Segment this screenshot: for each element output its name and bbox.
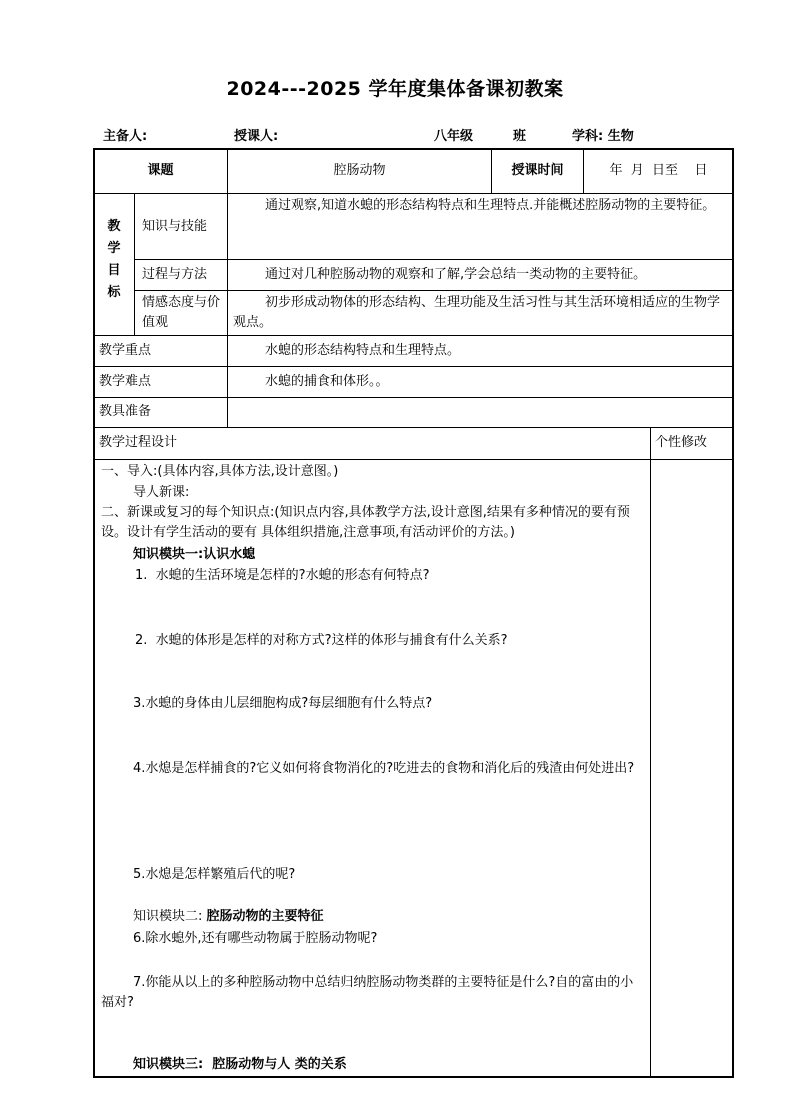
question-4: 4.水熄是怎样捕食的?它义如何将食物消化的?吃进去的食物和消化后的残渣由何处进出? — [133, 761, 635, 776]
objective-content-process: 通过对几种腔肠动物的观察和了解,学会总结一类动物的主要特征。 — [265, 267, 647, 282]
key-point-content: 水螅的形态结构特点和生理特点。 — [265, 343, 461, 358]
objective-label-knowledge: 知识与技能 — [142, 219, 208, 234]
topic-value: 腔肠动物 — [333, 163, 386, 178]
subject-label: 学科: 生物 — [572, 129, 634, 144]
module-two-heading — [133, 907, 324, 927]
lecturer-label: 授课人: — [234, 129, 279, 144]
topic-label: 课题 — [147, 163, 174, 178]
module-two-prefix: 知识模块二: — [133, 909, 207, 924]
class-label: 班 — [513, 129, 527, 144]
question-3: 3.水螅的身体由儿层细胞构成?每层细胞有什么特点? — [133, 696, 433, 711]
question-6: 6.除水螅外,还有哪些动物属于腔肠动物呢? — [133, 931, 378, 946]
time-value: 年 月 日至 日 — [609, 163, 708, 178]
question-5: 5.水熄是怎样繁殖后代的呢? — [133, 867, 296, 882]
module-one-title: 知识模块一:认识水螅 — [133, 547, 256, 562]
question-1: 1. 水螅的生活环境是怎样的?水螅的形态有何特点? — [135, 568, 430, 583]
module-three-title: 知识模块三: 腔肠动物与人 类的关系 — [133, 1057, 347, 1072]
objective-content-knowledge: 通过观察,知道水螅的形态结构特点和生理特点.并能概述腔肠动物的主要特征。 — [265, 198, 716, 213]
objectives-label: 教 学 目 标 — [107, 219, 121, 300]
preparer-label: 主备人: — [103, 129, 148, 144]
process-label: 教学过程设计 — [99, 435, 178, 450]
question-2: 2. 水螅的体形是怎样的对称方式?这样的体形与捕食有什么关系? — [135, 633, 508, 648]
document-title: 2024---2025 学年度集体备课初教案 — [226, 78, 564, 100]
time-label: 授课时间 — [511, 163, 564, 178]
intro-sub-line: 导人新课: — [133, 485, 190, 500]
intro-line: 一、导入:(具体内容,具体方法,设计意图。) — [101, 464, 339, 479]
personal-edit-label: 个性修改 — [655, 435, 708, 450]
key-point-label: 教学重点 — [99, 343, 152, 358]
question-7: 7.你能从以上的多种腔肠动物中总结归纳腔肠动物类群的主要特征是什么?自的富由的小福对? — [101, 975, 634, 1010]
difficulty-label: 教学难点 — [99, 374, 152, 389]
objective-content-attitude: 初步形成动物体的形态结构、生理功能及生活习性与其生活环境相适应的生物学观点。 — [233, 295, 721, 330]
tools-label: 教具准备 — [99, 404, 152, 419]
new-lesson-instructions: 二、新课或复习的每个知识点:(知识点内容,具体教学方法,设计意图,结果有多种情况的要有预设。设计有学生活动的要有 具体组织措施,注意事项,有活动评价的方法。) — [101, 505, 630, 540]
objective-label-attitude: 情感态度与价值观 — [142, 295, 221, 330]
grade-label: 八年级 — [434, 129, 474, 144]
objective-label-process: 过程与方法 — [142, 267, 208, 282]
module-two-title: 腔肠动物的主要特征 — [206, 909, 324, 924]
difficulty-content: 水螅的捕食和体形。。 — [265, 374, 389, 389]
